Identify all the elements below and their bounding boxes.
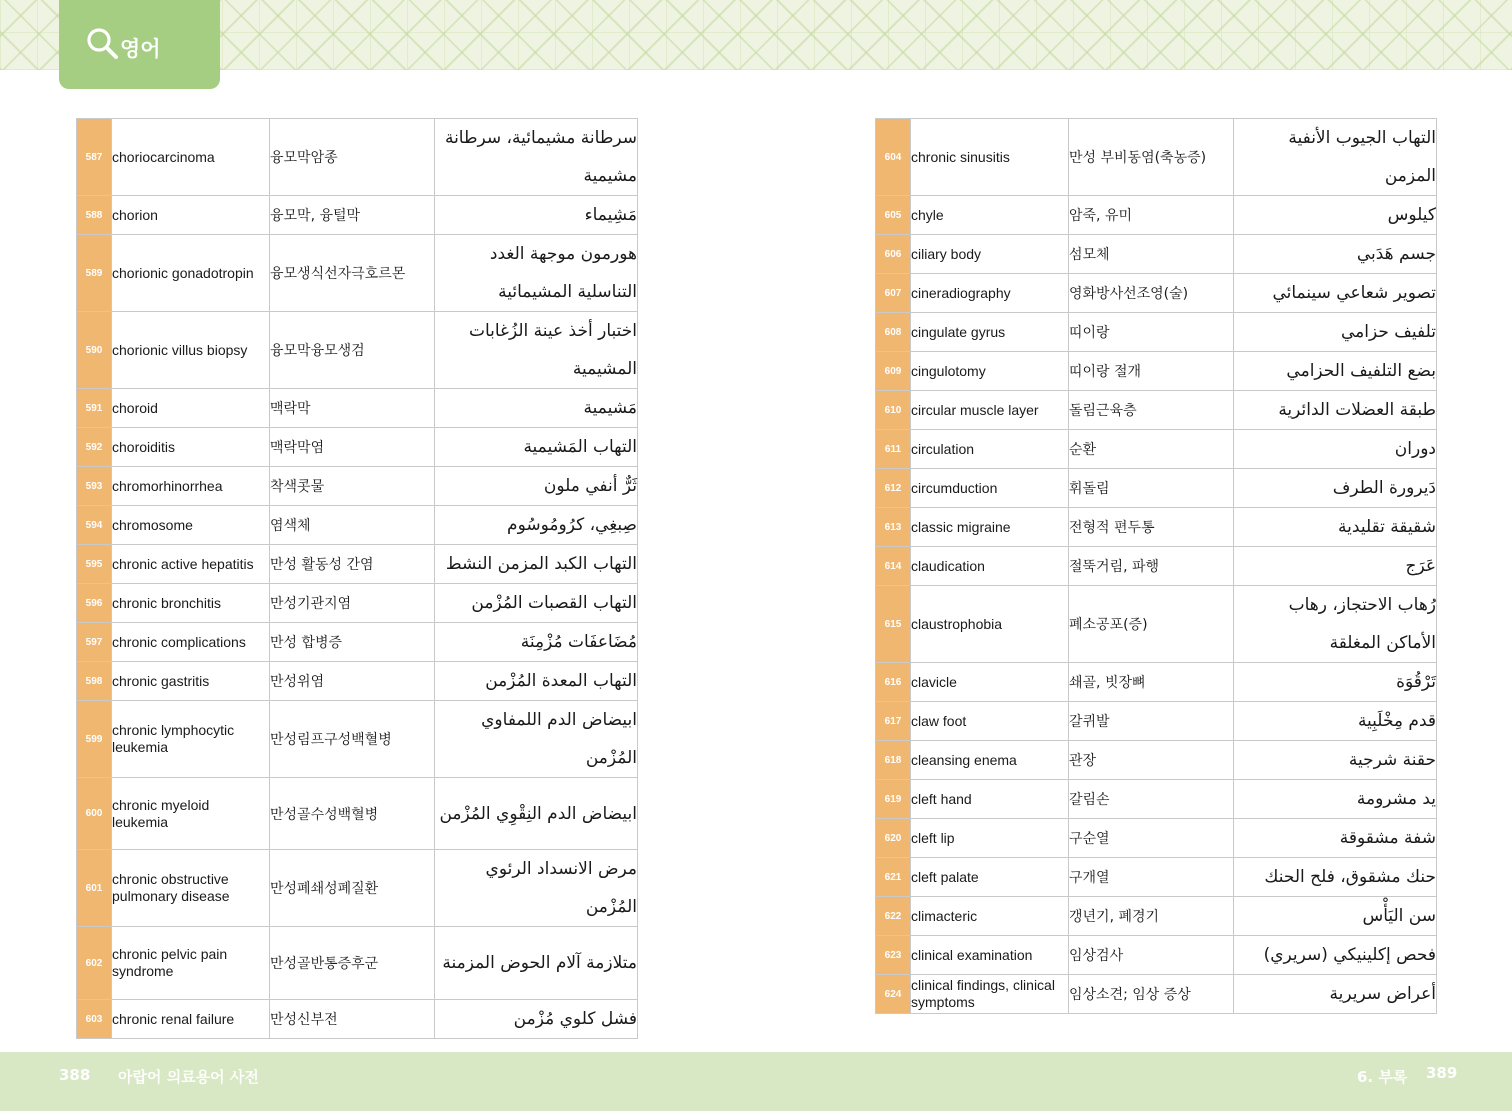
korean-term: 염색체: [270, 506, 435, 545]
tab-label: 영어: [120, 36, 161, 61]
table-row: [876, 547, 1437, 586]
arabic-term: ابيضاض الدم اللمفاوي المُزْمن: [435, 701, 638, 778]
entry-number: 602: [77, 927, 112, 1000]
table-row: [77, 467, 638, 506]
table-row: [876, 780, 1437, 819]
arabic-term: مُضَاعفَات مُزْمِنَة: [435, 623, 638, 662]
table-row: [77, 927, 638, 1000]
arabic-term: صِبغِي، كرُومُوسُوم: [435, 506, 638, 545]
entry-number: 592: [77, 428, 112, 467]
table-row: [876, 508, 1437, 547]
table-row: [876, 975, 1437, 1014]
table-row: [77, 850, 638, 927]
english-term: choroid: [112, 389, 270, 428]
table-row: [77, 312, 638, 389]
table-row: [876, 741, 1437, 780]
arabic-term: تَرْقُوَة: [1234, 663, 1437, 702]
table-row: [77, 506, 638, 545]
arabic-term: مَشيمية: [435, 389, 638, 428]
entry-number: 621: [876, 858, 911, 897]
entry-number: 593: [77, 467, 112, 506]
arabic-term: بضع التلفيف الحزامي: [1234, 352, 1437, 391]
arabic-term: شقيقة تقليدية: [1234, 508, 1437, 547]
korean-term: 임상검사: [1069, 936, 1234, 975]
english-term: chorionic villus biopsy: [112, 312, 270, 389]
english-term: chronic obstructive pulmonary disease: [112, 850, 270, 927]
korean-term: 만성림프구성백혈병: [270, 701, 435, 778]
entry-number: 618: [876, 741, 911, 780]
arabic-term: التهاب الجيوب الأنفية المزمن: [1234, 119, 1437, 196]
entry-number: 612: [876, 469, 911, 508]
arabic-term: تصوير شعاعي سينمائي: [1234, 274, 1437, 313]
arabic-term: سن اليَأْس: [1234, 897, 1437, 936]
english-term: chromosome: [112, 506, 270, 545]
english-term: choroiditis: [112, 428, 270, 467]
arabic-term: عَرَج: [1234, 547, 1437, 586]
english-term: cingulotomy: [911, 352, 1069, 391]
english-term: claustrophobia: [911, 586, 1069, 663]
entry-number: 611: [876, 430, 911, 469]
arabic-term: شفة مشقوقة: [1234, 819, 1437, 858]
table-row: [876, 586, 1437, 663]
table-row: [876, 119, 1437, 196]
english-term: claudication: [911, 547, 1069, 586]
page-footer: [0, 1052, 1512, 1111]
arabic-term: رُهاب الاحتجاز، رهاب الأماكن المغلقة: [1234, 586, 1437, 663]
entry-number: 615: [876, 586, 911, 663]
table-row: [876, 702, 1437, 741]
entry-number: 588: [77, 196, 112, 235]
entry-number: 587: [77, 119, 112, 196]
arabic-term: قدم مِخْلَبِية: [1234, 702, 1437, 741]
entry-number: 616: [876, 663, 911, 702]
table-row: [876, 819, 1437, 858]
arabic-term: التهاب المَشيمية: [435, 428, 638, 467]
table-row: [77, 778, 638, 850]
entry-number: 622: [876, 897, 911, 936]
entry-number: 603: [77, 1000, 112, 1039]
korean-term: 만성기관지염: [270, 584, 435, 623]
table-row: [77, 235, 638, 312]
korean-term: 돌림근육층: [1069, 391, 1234, 430]
korean-term: 만성 합병증: [270, 623, 435, 662]
english-term: cleft lip: [911, 819, 1069, 858]
entry-number: 619: [876, 780, 911, 819]
arabic-term: طبقة العضلات الدائرية: [1234, 391, 1437, 430]
english-term: climacteric: [911, 897, 1069, 936]
book-title: 아랍어 의료용어 사전: [118, 1068, 259, 1086]
entry-number: 617: [876, 702, 911, 741]
table-row: [77, 389, 638, 428]
korean-term: 만성골반통증후군: [270, 927, 435, 1000]
entry-number: 620: [876, 819, 911, 858]
english-term: chorionic gonadotropin: [112, 235, 270, 312]
entry-number: 605: [876, 196, 911, 235]
entry-number: 594: [77, 506, 112, 545]
entry-number: 599: [77, 701, 112, 778]
search-icon: [85, 26, 119, 64]
entry-number: 591: [77, 389, 112, 428]
arabic-term: هورمون موجهة الغدد التناسلية المشيمائية: [435, 235, 638, 312]
table-row: [77, 119, 638, 196]
english-term: cingulate gyrus: [911, 313, 1069, 352]
korean-term: 임상소견; 임상 증상: [1069, 975, 1234, 1014]
english-term: chorion: [112, 196, 270, 235]
language-tab[interactable]: [59, 0, 220, 89]
entry-number: 614: [876, 547, 911, 586]
entry-number: 608: [876, 313, 911, 352]
korean-term: 전형적 편두통: [1069, 508, 1234, 547]
arabic-term: متلازمة آلام الحوض المزمنة: [435, 927, 638, 1000]
korean-term: 순환: [1069, 430, 1234, 469]
korean-term: 절뚝거림, 파행: [1069, 547, 1234, 586]
table-row: [876, 936, 1437, 975]
entry-number: 610: [876, 391, 911, 430]
korean-term: 융모생식선자극호르몬: [270, 235, 435, 312]
korean-term: 착색콧물: [270, 467, 435, 506]
entry-number: 590: [77, 312, 112, 389]
english-term: cineradiography: [911, 274, 1069, 313]
arabic-term: أعراض سريرية: [1234, 975, 1437, 1014]
table-row: [876, 469, 1437, 508]
english-term: chronic lymphocytic leukemia: [112, 701, 270, 778]
korean-term: 갱년기, 폐경기: [1069, 897, 1234, 936]
left-term-table: [76, 118, 638, 1039]
table-row: [77, 1000, 638, 1039]
english-term: circumduction: [911, 469, 1069, 508]
table-row: [876, 235, 1437, 274]
entry-number: 601: [77, 850, 112, 927]
korean-term: 융모막, 융털막: [270, 196, 435, 235]
korean-term: 만성 활동성 간염: [270, 545, 435, 584]
korean-term: 구순열: [1069, 819, 1234, 858]
entry-number: 624: [876, 975, 911, 1014]
english-term: chronic pelvic pain syndrome: [112, 927, 270, 1000]
english-term: circular muscle layer: [911, 391, 1069, 430]
korean-term: 만성위염: [270, 662, 435, 701]
korean-term: 갈퀴발: [1069, 702, 1234, 741]
entry-number: 609: [876, 352, 911, 391]
english-term: clinical examination: [911, 936, 1069, 975]
english-term: choriocarcinoma: [112, 119, 270, 196]
table-row: [77, 584, 638, 623]
table-row: [876, 313, 1437, 352]
korean-term: 맥락막: [270, 389, 435, 428]
korean-term: 만성폐쇄성폐질환: [270, 850, 435, 927]
arabic-term: ثَرٌّ أنفي ملون: [435, 467, 638, 506]
korean-term: 섬모체: [1069, 235, 1234, 274]
korean-term: 맥락막염: [270, 428, 435, 467]
entry-number: 607: [876, 274, 911, 313]
arabic-term: اختبار أخذ عينة الزُغابات المشيمية: [435, 312, 638, 389]
table-row: [77, 662, 638, 701]
arabic-term: حقنة شرجية: [1234, 741, 1437, 780]
korean-term: 만성골수성백혈병: [270, 778, 435, 850]
table-row: [876, 858, 1437, 897]
arabic-term: فحص إكلينيكي (سريري): [1234, 936, 1437, 975]
korean-term: 띠이랑 절개: [1069, 352, 1234, 391]
entry-number: 604: [876, 119, 911, 196]
arabic-term: دَيرورة الطرف: [1234, 469, 1437, 508]
table-row: [876, 663, 1437, 702]
arabic-term: مرض الانسداد الرئوي المُزْمن: [435, 850, 638, 927]
korean-term: 구개열: [1069, 858, 1234, 897]
section-title: 6. 부록: [1357, 1068, 1408, 1086]
korean-term: 영화방사선조영(술): [1069, 274, 1234, 313]
table-row: [77, 545, 638, 584]
arabic-term: جسم هَدَبي: [1234, 235, 1437, 274]
table-row: [77, 196, 638, 235]
table-row: [77, 428, 638, 467]
korean-term: 암죽, 유미: [1069, 196, 1234, 235]
korean-term: 쇄골, 빗장뼈: [1069, 663, 1234, 702]
english-term: chronic active hepatitis: [112, 545, 270, 584]
table-row: [77, 623, 638, 662]
entry-number: 597: [77, 623, 112, 662]
entry-number: 613: [876, 508, 911, 547]
english-term: claw foot: [911, 702, 1069, 741]
arabic-term: دوران: [1234, 430, 1437, 469]
english-term: classic migraine: [911, 508, 1069, 547]
english-term: ciliary body: [911, 235, 1069, 274]
table-row: [876, 430, 1437, 469]
korean-term: 관장: [1069, 741, 1234, 780]
english-term: chronic complications: [112, 623, 270, 662]
table-row: [876, 391, 1437, 430]
entry-number: 600: [77, 778, 112, 850]
english-term: clinical findings, clinical symptoms: [911, 975, 1069, 1014]
arabic-term: التهاب الكبد المزمن النشط: [435, 545, 638, 584]
english-term: chromorhinorrhea: [112, 467, 270, 506]
english-term: chyle: [911, 196, 1069, 235]
korean-term: 융모막융모생검: [270, 312, 435, 389]
right-page-number: 389: [1426, 1064, 1458, 1082]
arabic-term: مَشِيماء: [435, 196, 638, 235]
right-term-table: [875, 118, 1437, 1014]
english-term: cleft hand: [911, 780, 1069, 819]
korean-term: 폐소공포(증): [1069, 586, 1234, 663]
english-term: circulation: [911, 430, 1069, 469]
entry-number: 623: [876, 936, 911, 975]
table-row: [876, 897, 1437, 936]
left-page-number: 388: [59, 1066, 91, 1084]
table-row: [876, 196, 1437, 235]
arabic-term: التهاب المعدة المُزْمن: [435, 662, 638, 701]
table-row: [876, 274, 1437, 313]
english-term: chronic myeloid leukemia: [112, 778, 270, 850]
table-row: [876, 352, 1437, 391]
arabic-term: يد مشرومة: [1234, 780, 1437, 819]
entry-number: 596: [77, 584, 112, 623]
english-term: chronic sinusitis: [911, 119, 1069, 196]
arabic-term: التهاب القصبات المُزْمن: [435, 584, 638, 623]
english-term: cleft palate: [911, 858, 1069, 897]
arabic-term: كيلوس: [1234, 196, 1437, 235]
table-row: [77, 701, 638, 778]
entry-number: 595: [77, 545, 112, 584]
korean-term: 만성 부비동염(축농증): [1069, 119, 1234, 196]
arabic-term: تلفيف حزامي: [1234, 313, 1437, 352]
english-term: chronic bronchitis: [112, 584, 270, 623]
korean-term: 휘돌림: [1069, 469, 1234, 508]
arabic-term: ابيضاض الدم النِقْوِي المُزْمن: [435, 778, 638, 850]
korean-term: 띠이랑: [1069, 313, 1234, 352]
english-term: chronic gastritis: [112, 662, 270, 701]
entry-number: 589: [77, 235, 112, 312]
korean-term: 융모막암종: [270, 119, 435, 196]
english-term: cleansing enema: [911, 741, 1069, 780]
header-pattern-band: [0, 0, 1512, 70]
korean-term: 갈림손: [1069, 780, 1234, 819]
english-term: chronic renal failure: [112, 1000, 270, 1039]
arabic-term: فشل كلوي مُزْمن: [435, 1000, 638, 1039]
korean-term: 만성신부전: [270, 1000, 435, 1039]
english-term: clavicle: [911, 663, 1069, 702]
arabic-term: حنك مشقوق، فلح الحنك: [1234, 858, 1437, 897]
entry-number: 606: [876, 235, 911, 274]
arabic-term: سرطانة مشيمائية، سرطانة مشيمية: [435, 119, 638, 196]
entry-number: 598: [77, 662, 112, 701]
